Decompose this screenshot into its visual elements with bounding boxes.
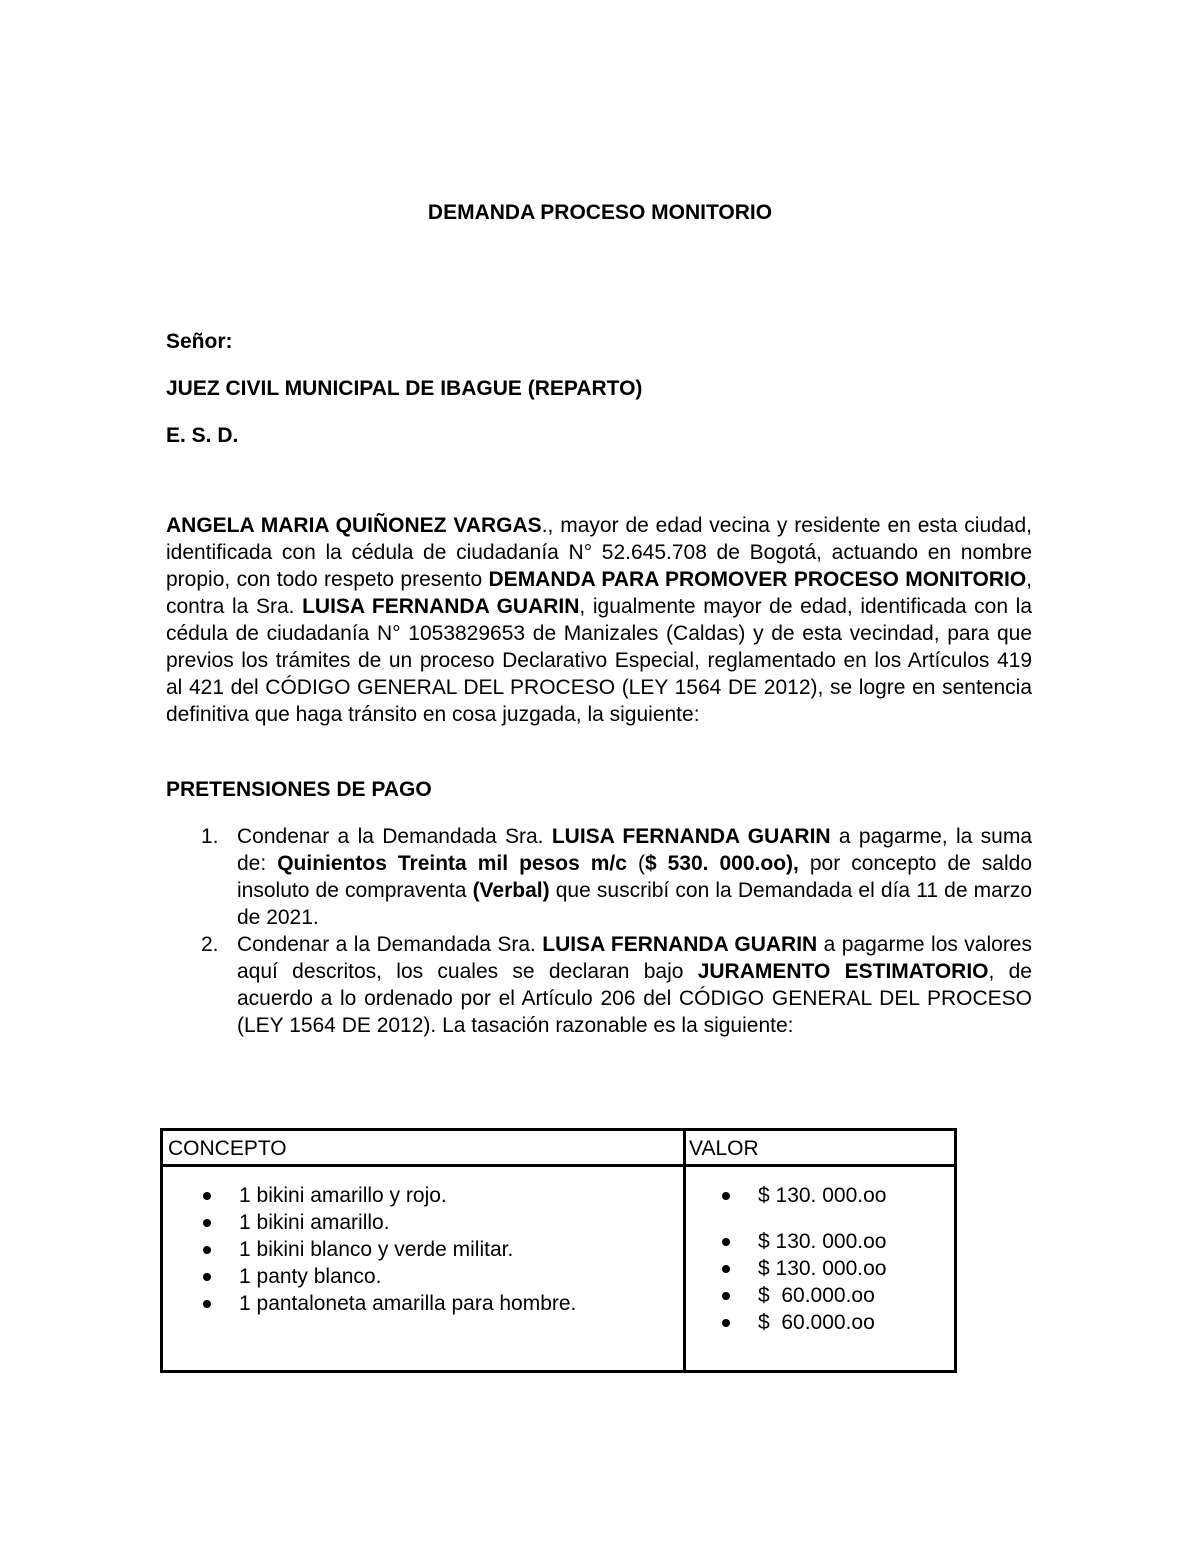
plaintiff-name: ANGELA MARIA QUIÑONEZ VARGAS <box>166 514 542 537</box>
list-item: 1 pantaloneta amarilla para hombre. <box>203 1290 576 1317</box>
header-concepto: CONCEPTO <box>168 1137 287 1160</box>
claim-item: 2. Condenar a la Demandada Sra. LUISA FERNANDA GUARIN a pagarme los valores aquí descritos, los cuales se declaran bajo JURAMENTO ESTIMATORIO, de acuerdo a lo ordenado por el Artículo 206 del CÓDIGO GENERAL DEL PROCESO (LEY 1564 DE 2012). La tasación razonable es la siguiente: <box>201 933 1032 1037</box>
defendant-name: LUISA FERNANDA GUARIN <box>302 595 580 618</box>
header-valor: VALOR <box>689 1137 759 1160</box>
bullet-icon <box>203 1273 211 1281</box>
list-item: $ 60.000.oo <box>722 1282 886 1309</box>
concept-list <box>203 1182 576 1317</box>
intro-paragraph: ANGELA MARIA QUIÑONEZ VARGAS., mayor de edad vecina y residente en esta ciudad, identificada con la cédula de ciudadanía N° 52.645.708 de Bogotá, actuando en nombre propio, con todo respeto presento DEMANDA PARA PROMOVER PROCESO MONITORIO, contra la Sra. LUISA FERNANDA GUARIN, igualmente mayor de edad, identificada con la cédula de ciudadanía N° 1053829653 de Manizales (Caldas) y de esta vecindad, para que previos los trámites de un proceso Declarativo Especial, reglamentado en los Artículos 419 al 421 del CÓDIGO GENERAL DEL PROCESO (LEY 1564 DE 2012), se logre en sentencia definitiva que haga tránsito en cosa juzgada, la siguiente: <box>166 514 1032 726</box>
bullet-icon <box>203 1192 211 1200</box>
esd-line: E. S. D. <box>166 424 239 447</box>
document-title: DEMANDA PROCESO MONITORIO <box>427 201 773 224</box>
bullet-icon <box>722 1292 730 1300</box>
bullet-icon <box>722 1265 730 1273</box>
list-item: $ 130. 000.oo <box>722 1228 886 1255</box>
bullet-icon <box>203 1219 211 1227</box>
bullet-icon <box>722 1192 730 1200</box>
bullet-icon <box>203 1300 211 1308</box>
valuation-table <box>160 1128 957 1373</box>
recipient: JUEZ CIVIL MUNICIPAL DE IBAGUE (REPARTO) <box>166 377 643 400</box>
claim-item: 1. Condenar a la Demandada Sra. LUISA FERNANDA GUARIN a pagarme, la suma de: Quinientos Treinta mil pesos m/c ($ 530. 000.oo), por concepto de saldo insoluto de compraventa (Verbal) que suscribí con la Demandada el día 11 de marzo de 2021. <box>201 825 1033 929</box>
list-item: $ 60.000.oo <box>722 1309 886 1336</box>
bullet-icon <box>203 1246 211 1254</box>
list-item: 1 bikini blanco y verde militar. <box>203 1236 576 1263</box>
list-item: 1 bikini amarillo y rojo. <box>203 1182 576 1209</box>
demand-type: DEMANDA PARA PROMOVER PROCESO MONITORIO <box>488 568 1027 591</box>
table-header-divider <box>163 1164 954 1167</box>
list-item: $ 130. 000.oo <box>722 1182 886 1209</box>
salutation: Señor: <box>166 330 233 353</box>
section-title: PRETENSIONES DE PAGO <box>166 778 432 801</box>
claims-list <box>166 823 1032 1039</box>
bullet-icon <box>722 1319 730 1327</box>
list-item: $ 130. 000.oo <box>722 1255 886 1282</box>
list-item: 1 bikini amarillo. <box>203 1209 576 1236</box>
value-list <box>722 1182 886 1336</box>
list-item: 1 panty blanco. <box>203 1263 576 1290</box>
bullet-icon <box>722 1238 730 1246</box>
